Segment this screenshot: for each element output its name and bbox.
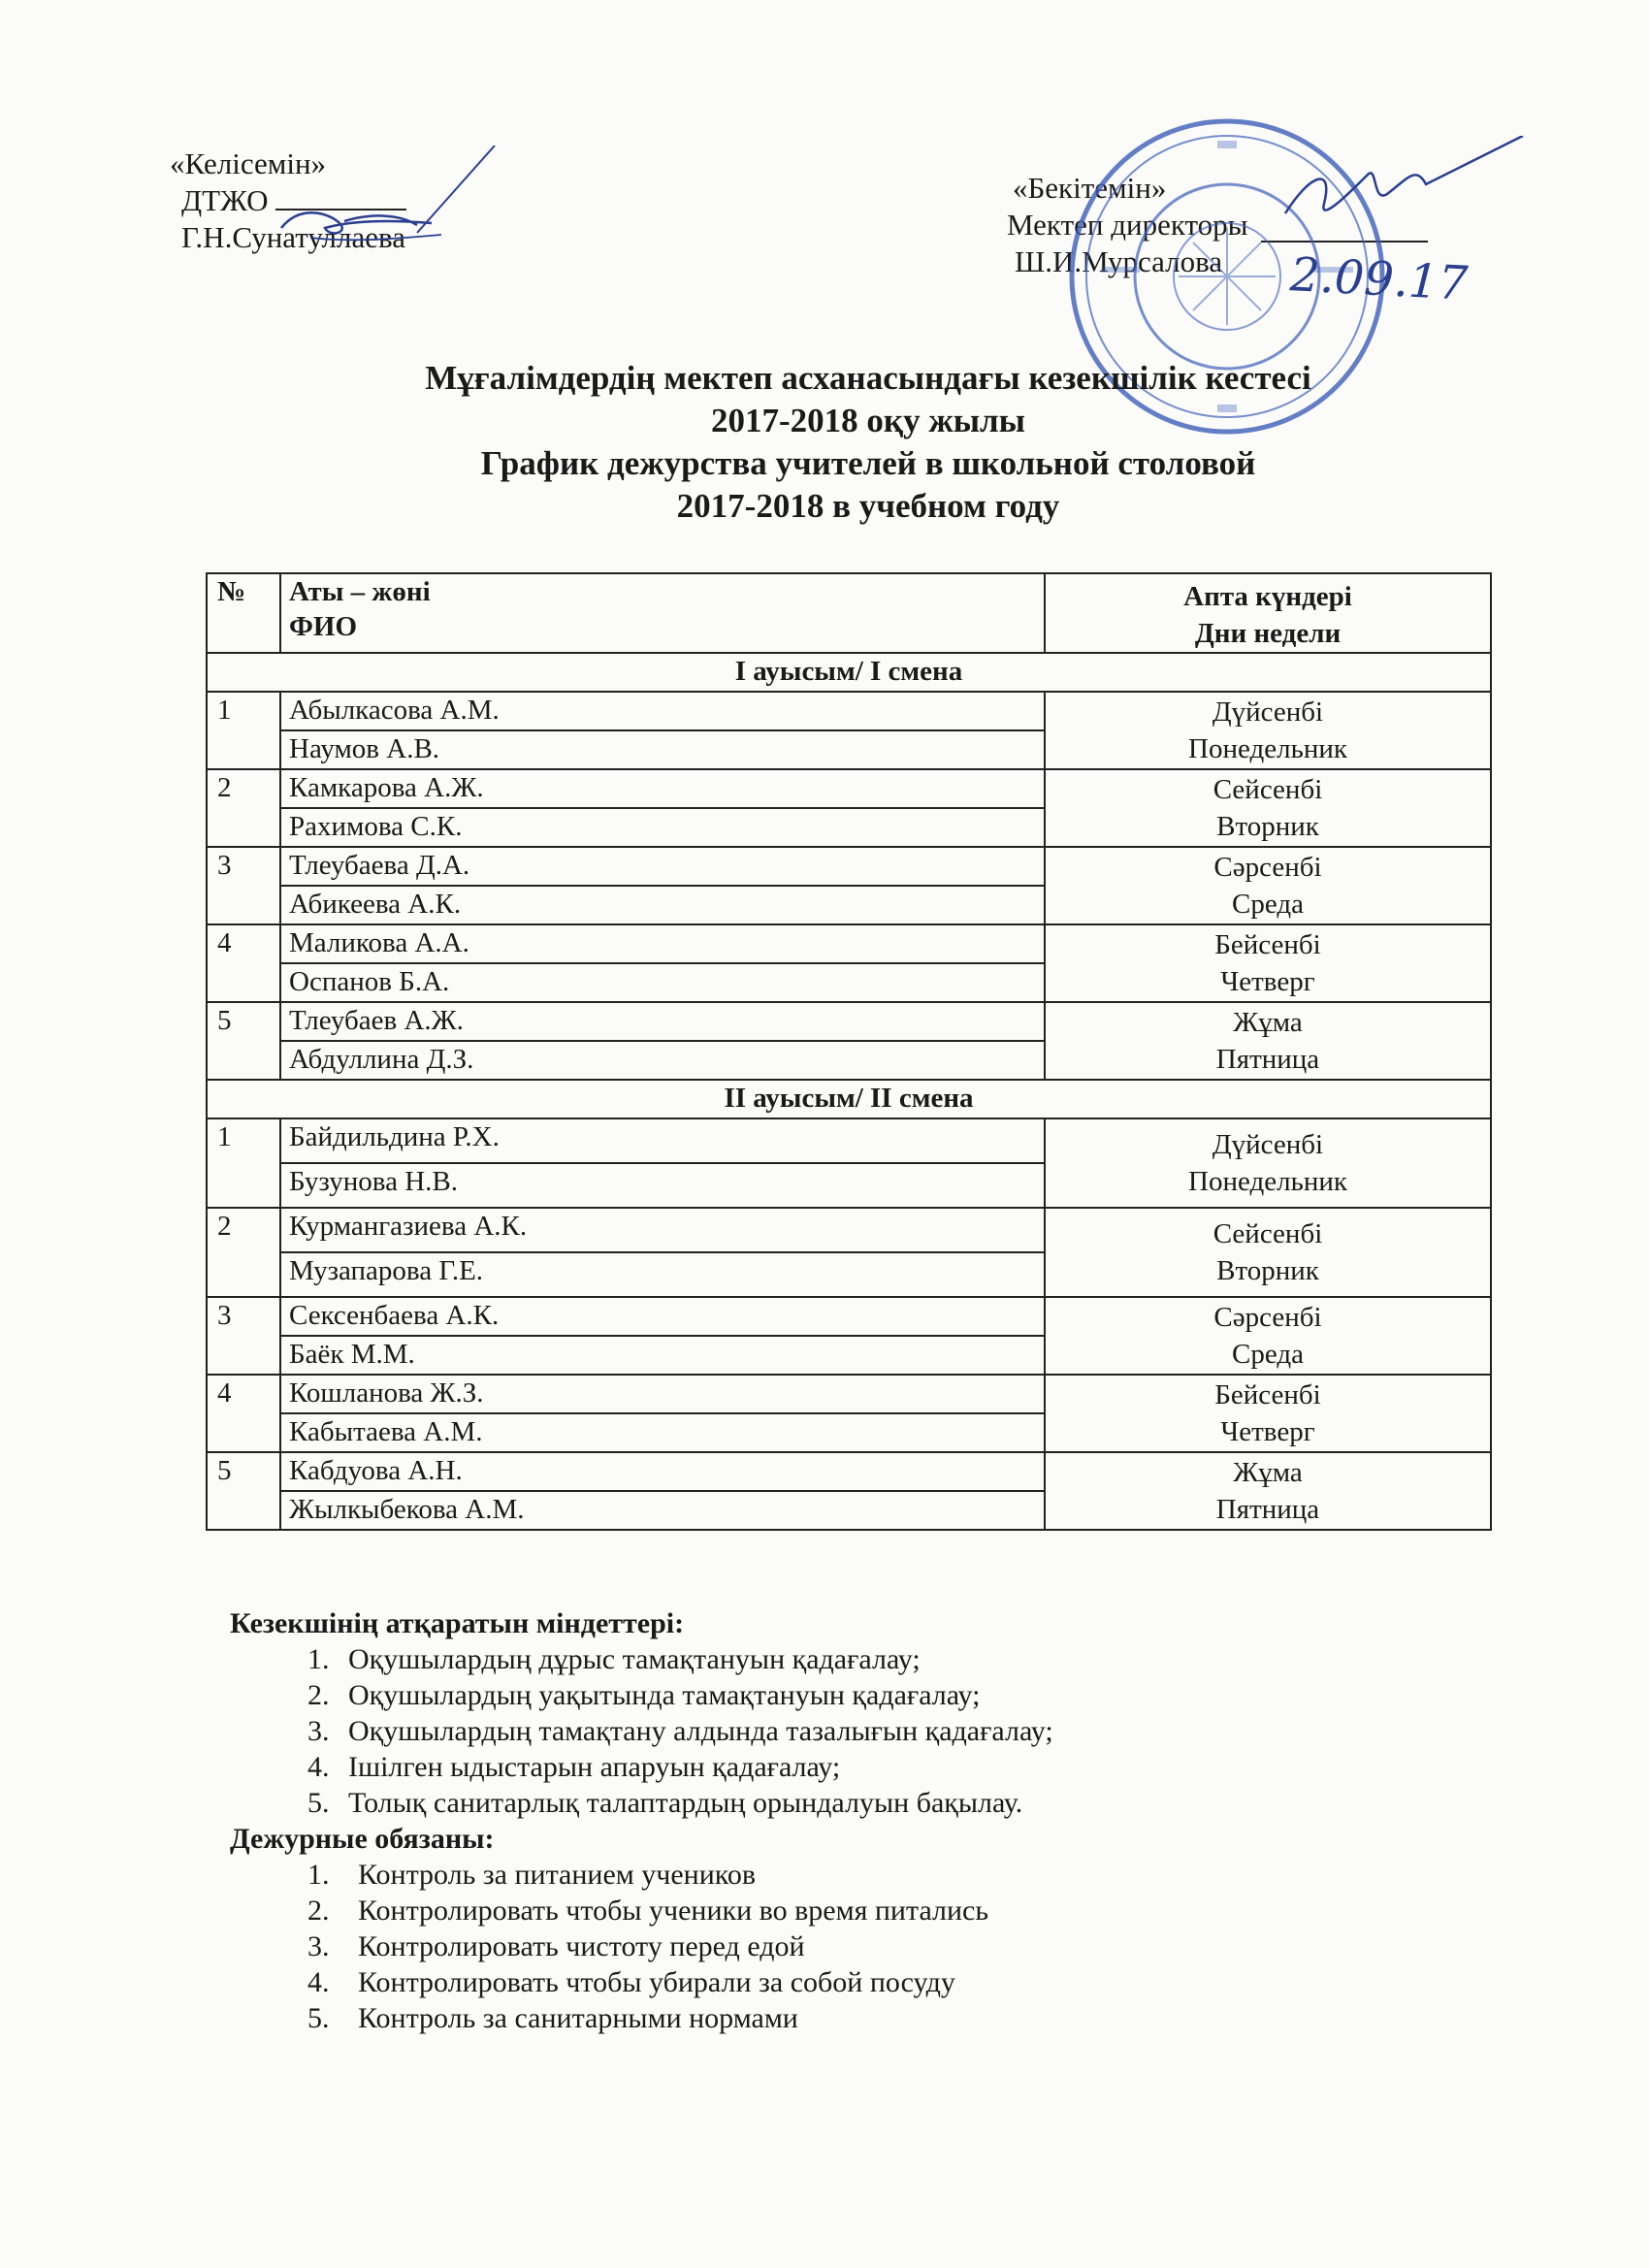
table-row: Наумов А.В. [207, 730, 1491, 769]
list-item: 1. Контроль за питанием учеников [337, 1857, 988, 1893]
list-item: 3. Контролировать чистоту перед едой [337, 1928, 988, 1964]
table-header-row [207, 573, 1491, 653]
list-item: 3. Оқушылардың тамақтану алдында тазалығын қадағалау; [337, 1713, 1053, 1749]
shift-2-row [207, 1080, 1491, 1118]
shift-1-label: І ауысым/ І смена [207, 653, 1491, 692]
title-line-4: 2017-2018 в учебном году [676, 487, 1060, 525]
table-row: 4 Кошланова Ж.З. Бейсенбі Четверг [207, 1375, 1491, 1413]
day-cell: Жұма Пятница [1045, 1452, 1491, 1530]
list-item: 5. Контроль за санитарными нормами [337, 2000, 988, 2036]
table-row: 3 Тлеубаева Д.А. Сәрсенбі Среда [207, 847, 1491, 886]
list-item: 2. Оқушылардың уақытында тамақтануын қадағалау; [337, 1677, 1053, 1713]
approval-right-label: «Бекітемін» [1013, 171, 1167, 205]
day-cell: Жұма Пятница [1045, 1002, 1491, 1080]
day-cell: Дүйсенбі Понедельник [1045, 1118, 1491, 1208]
list-item: 4. Контролировать чтобы убирали за собой посуду [337, 1964, 988, 2000]
approval-left-position: ДТЖО [170, 182, 406, 219]
document-title [0, 357, 1649, 528]
shift-2-label: ІІ ауысым/ ІІ смена [207, 1080, 1491, 1118]
day-cell: Сейсенбі Вторник [1045, 1208, 1491, 1297]
shift-1-row [207, 653, 1491, 692]
title-line-3: График дежурства учителей в школьной столовой [480, 444, 1256, 482]
header-num: № [207, 573, 280, 653]
table-row: Абикеева А.К. [207, 886, 1491, 924]
day-cell: Сәрсенбі Среда [1045, 1297, 1491, 1375]
table-row: 1 Байдильдина Р.Х. Дүйсенбі Понедельник [207, 1118, 1491, 1163]
table-row: Баёк М.М. [207, 1336, 1491, 1375]
title-line-2: 2017-2018 оқу жылы [711, 402, 1025, 439]
duties-ru-heading: Дежурные обязаны: [230, 1823, 495, 1855]
duties-ru [230, 1821, 988, 2036]
duties-kz [230, 1605, 1053, 1821]
list-item: 4. Ішілген ыдыстарын апаруын қадағалау; [337, 1749, 1053, 1785]
title-line-1: Мұғалімдердің мектеп асханасындағы кезекшілік кестесі [425, 359, 1311, 397]
day-cell: Бейсенбі Четверг [1045, 924, 1491, 1002]
approval-left-name: Г.Н.Сунатуллаева [181, 220, 405, 254]
table-row: Жылкыбекова А.М. [207, 1491, 1491, 1530]
table-row: Бузунова Н.В. [207, 1163, 1491, 1208]
approval-right-name: Ш.И.Мурсалова [1015, 244, 1223, 278]
list-item: 2. Контролировать чтобы ученики во время питались [337, 1893, 988, 1928]
table-row: Музапарова Г.Е. [207, 1252, 1491, 1297]
day-cell: Сәрсенбі Среда [1045, 847, 1491, 924]
duties-kz-heading: Кезекшінің атқаратын міндеттері: [230, 1607, 685, 1639]
header-name: Аты – жөні ФИО [280, 573, 1045, 653]
list-item: 1. Оқушылардың дұрыс тамақтануын қадағалау; [337, 1641, 1053, 1677]
approval-right-position: Мектеп директоры [1007, 208, 1248, 242]
list-item: 5. Толық санитарлық талаптардың орындалуын бақылау. [337, 1785, 1053, 1821]
signature-right-icon [1280, 136, 1533, 252]
handwritten-date: 2.09.17 [1288, 247, 1470, 311]
day-cell: Сейсенбі Вторник [1045, 769, 1491, 847]
day-cell: Дүйсенбі Понедельник [1045, 692, 1491, 769]
table-row: 2 Курмангазиева А.К. Сейсенбі Вторник [207, 1208, 1491, 1252]
table-row: 5 Тлеубаев А.Ж. Жұма Пятница [207, 1002, 1491, 1041]
duties-kz-list [230, 1641, 1053, 1821]
table-row: 1 Абылкасова А.М. Дүйсенбі Понедельник [207, 692, 1491, 730]
table-row: Абдуллина Д.З. [207, 1041, 1491, 1080]
duties-ru-list [230, 1857, 988, 2036]
table-row: 5 Кабдуова А.Н. Жұма Пятница [207, 1452, 1491, 1491]
table-row: 3 Сексенбаева А.К. Сәрсенбі Среда [207, 1297, 1491, 1336]
approval-left-label: «Келісемін» [170, 146, 327, 180]
table-row: Кабытаева А.М. [207, 1413, 1491, 1452]
signature-left-icon [272, 146, 534, 272]
table-row: 2 Камкарова А.Ж. Сейсенбі Вторник [207, 769, 1491, 808]
day-cell: Бейсенбі Четверг [1045, 1375, 1491, 1452]
duty-schedule-table [206, 572, 1492, 1531]
table-row: 4 Маликова А.А. Бейсенбі Четверг [207, 924, 1491, 963]
header-days: Апта күндері Дни недели [1045, 573, 1491, 653]
table-row: Оспанов Б.А. [207, 963, 1491, 1002]
table-row: Рахимова С.К. [207, 808, 1491, 847]
